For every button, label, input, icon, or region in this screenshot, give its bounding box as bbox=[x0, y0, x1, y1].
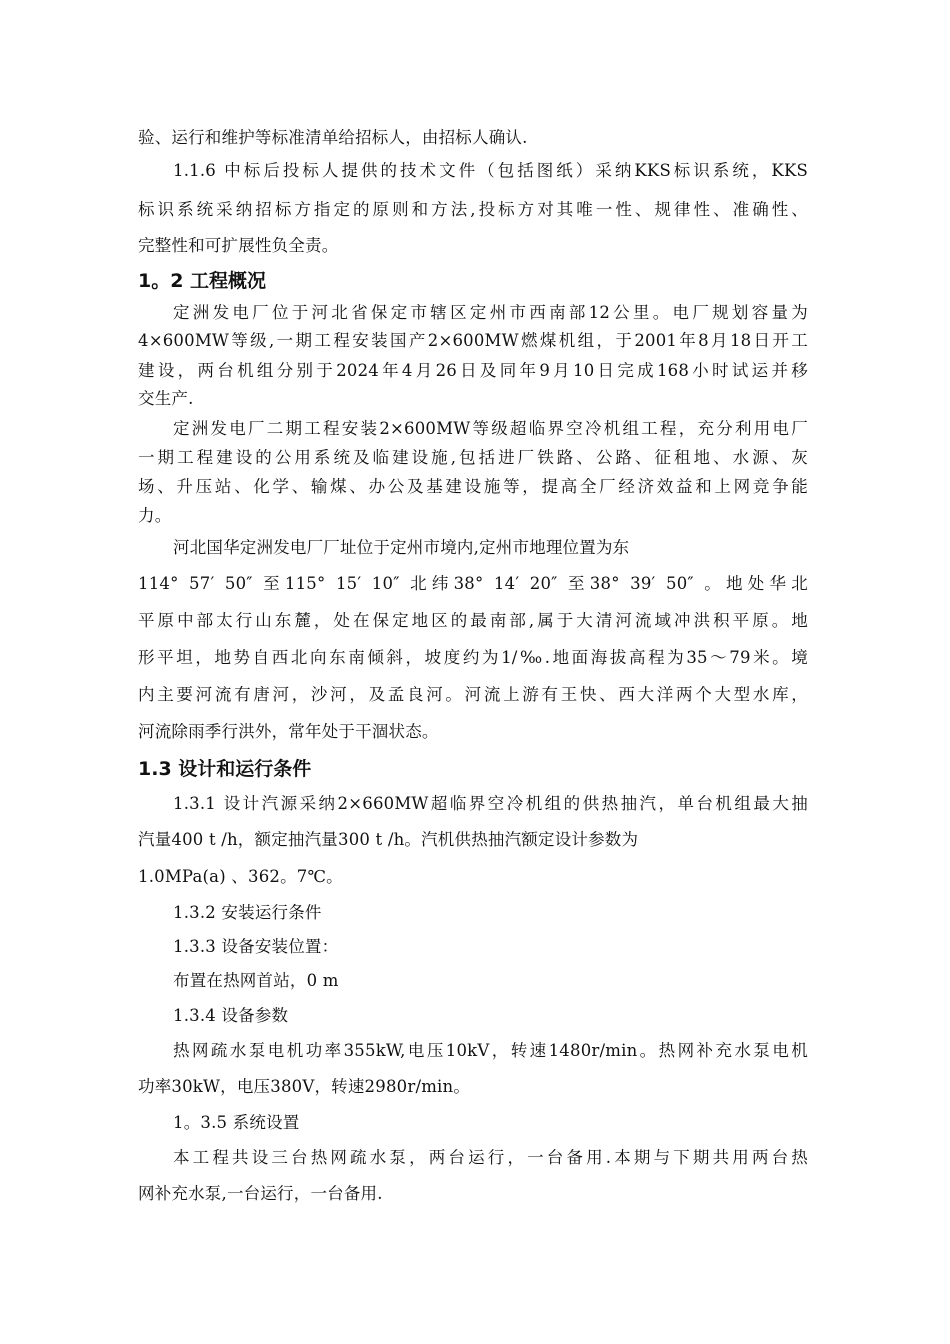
text-line: 力。 bbox=[138, 506, 172, 525]
text-line: 场、升压站、化学、输煤、办公及基建设施等，提高全厂经济效益和上网竞争能 bbox=[138, 477, 808, 496]
text-line: 1.3.2 安装运行条件 bbox=[173, 903, 322, 922]
text-line: 完整性和可扩展性负全责。 bbox=[138, 236, 339, 255]
text-line: 建设，两台机组分别于2024年4月26日及同年9月10日完成168小时试运并移 bbox=[138, 361, 808, 380]
text-line: 汽量400 t /h，额定抽汽量300 t /h。汽机供热抽汽额定设计参数为 bbox=[138, 830, 639, 849]
text-line: 平原中部太行山东麓，处在保定地区的最南部,属于大清河流域冲洪积平原。地 bbox=[138, 611, 808, 630]
text-line: 4×600MW等级,一期工程安装国产2×600MW燃煤机组，于2001年8月18日开工 bbox=[138, 331, 808, 350]
text-line: 热网疏水泵电机功率355kW,电压10kV，转速1480r/min。热网补充水泵电机 bbox=[173, 1041, 808, 1060]
section-heading-1-3: 1.3 设计和运行条件 bbox=[138, 758, 312, 780]
text-line: 内主要河流有唐河，沙河，及孟良河。河流上游有王快、西大洋两个大型水库， bbox=[138, 685, 808, 704]
text-line: 1.3.3 设备安装位置： bbox=[173, 937, 339, 956]
text-line: 1.0MPa(a) 、362。7℃。 bbox=[138, 867, 343, 886]
text-line: 定洲发电厂二期工程安装2×600MW等级超临界空冷机组工程，充分利用电厂 bbox=[173, 419, 808, 438]
text-line: 本工程共设三台热网疏水泵，两台运行，一台备用.本期与下期共用两台热 bbox=[173, 1148, 808, 1167]
text-line: 交生产. bbox=[138, 389, 194, 408]
text-line: 验、运行和维护等标准清单给招标人，由招标人确认. bbox=[138, 128, 528, 147]
text-line: 114° 57′ 50″ 至115° 15′ 10″ 北纬38° 14′ 20″ 至38° 39′ 50″ 。地处华北 bbox=[138, 574, 808, 593]
section-heading-1-2: 1。2 工程概况 bbox=[138, 270, 267, 292]
text-line: 1.1.6 中标后投标人提供的技术文件（包括图纸）采纳KKS标识系统，KKS bbox=[173, 161, 808, 180]
text-line: 河北国华定洲发电厂厂址位于定州市境内,定州市地理位置为东 bbox=[173, 538, 630, 557]
text-line: 河流除雨季行洪外，常年处于干涸状态。 bbox=[138, 722, 439, 741]
text-line: 一期工程建设的公用系统及临建设施,包括进厂铁路、公路、征租地、水源、灰 bbox=[138, 448, 808, 467]
text-line: 功率30kW，电压380V，转速2980r/min。 bbox=[138, 1077, 471, 1096]
text-line: 定洲发电厂位于河北省保定市辖区定州市西南部12公里。电厂规划容量为 bbox=[173, 303, 808, 322]
text-line: 1.3.4 设备参数 bbox=[173, 1006, 289, 1025]
text-line: 布置在热网首站，0 m bbox=[173, 971, 339, 990]
text-line: 1.3.1 设计汽源采纳2×660MW超临界空冷机组的供热抽汽，单台机组最大抽 bbox=[173, 794, 808, 813]
text-line: 标识系统采纳招标方指定的原则和方法,投标方对其唯一性、规律性、准确性、 bbox=[138, 200, 808, 219]
text-line: 1。3.5 系统设置 bbox=[173, 1113, 300, 1132]
text-line: 形平坦，地势自西北向东南倾斜，坡度约为1/‰.地面海拔高程为35～79米。境 bbox=[138, 648, 808, 667]
text-line: 网补充水泵,一台运行，一台备用. bbox=[138, 1184, 383, 1203]
